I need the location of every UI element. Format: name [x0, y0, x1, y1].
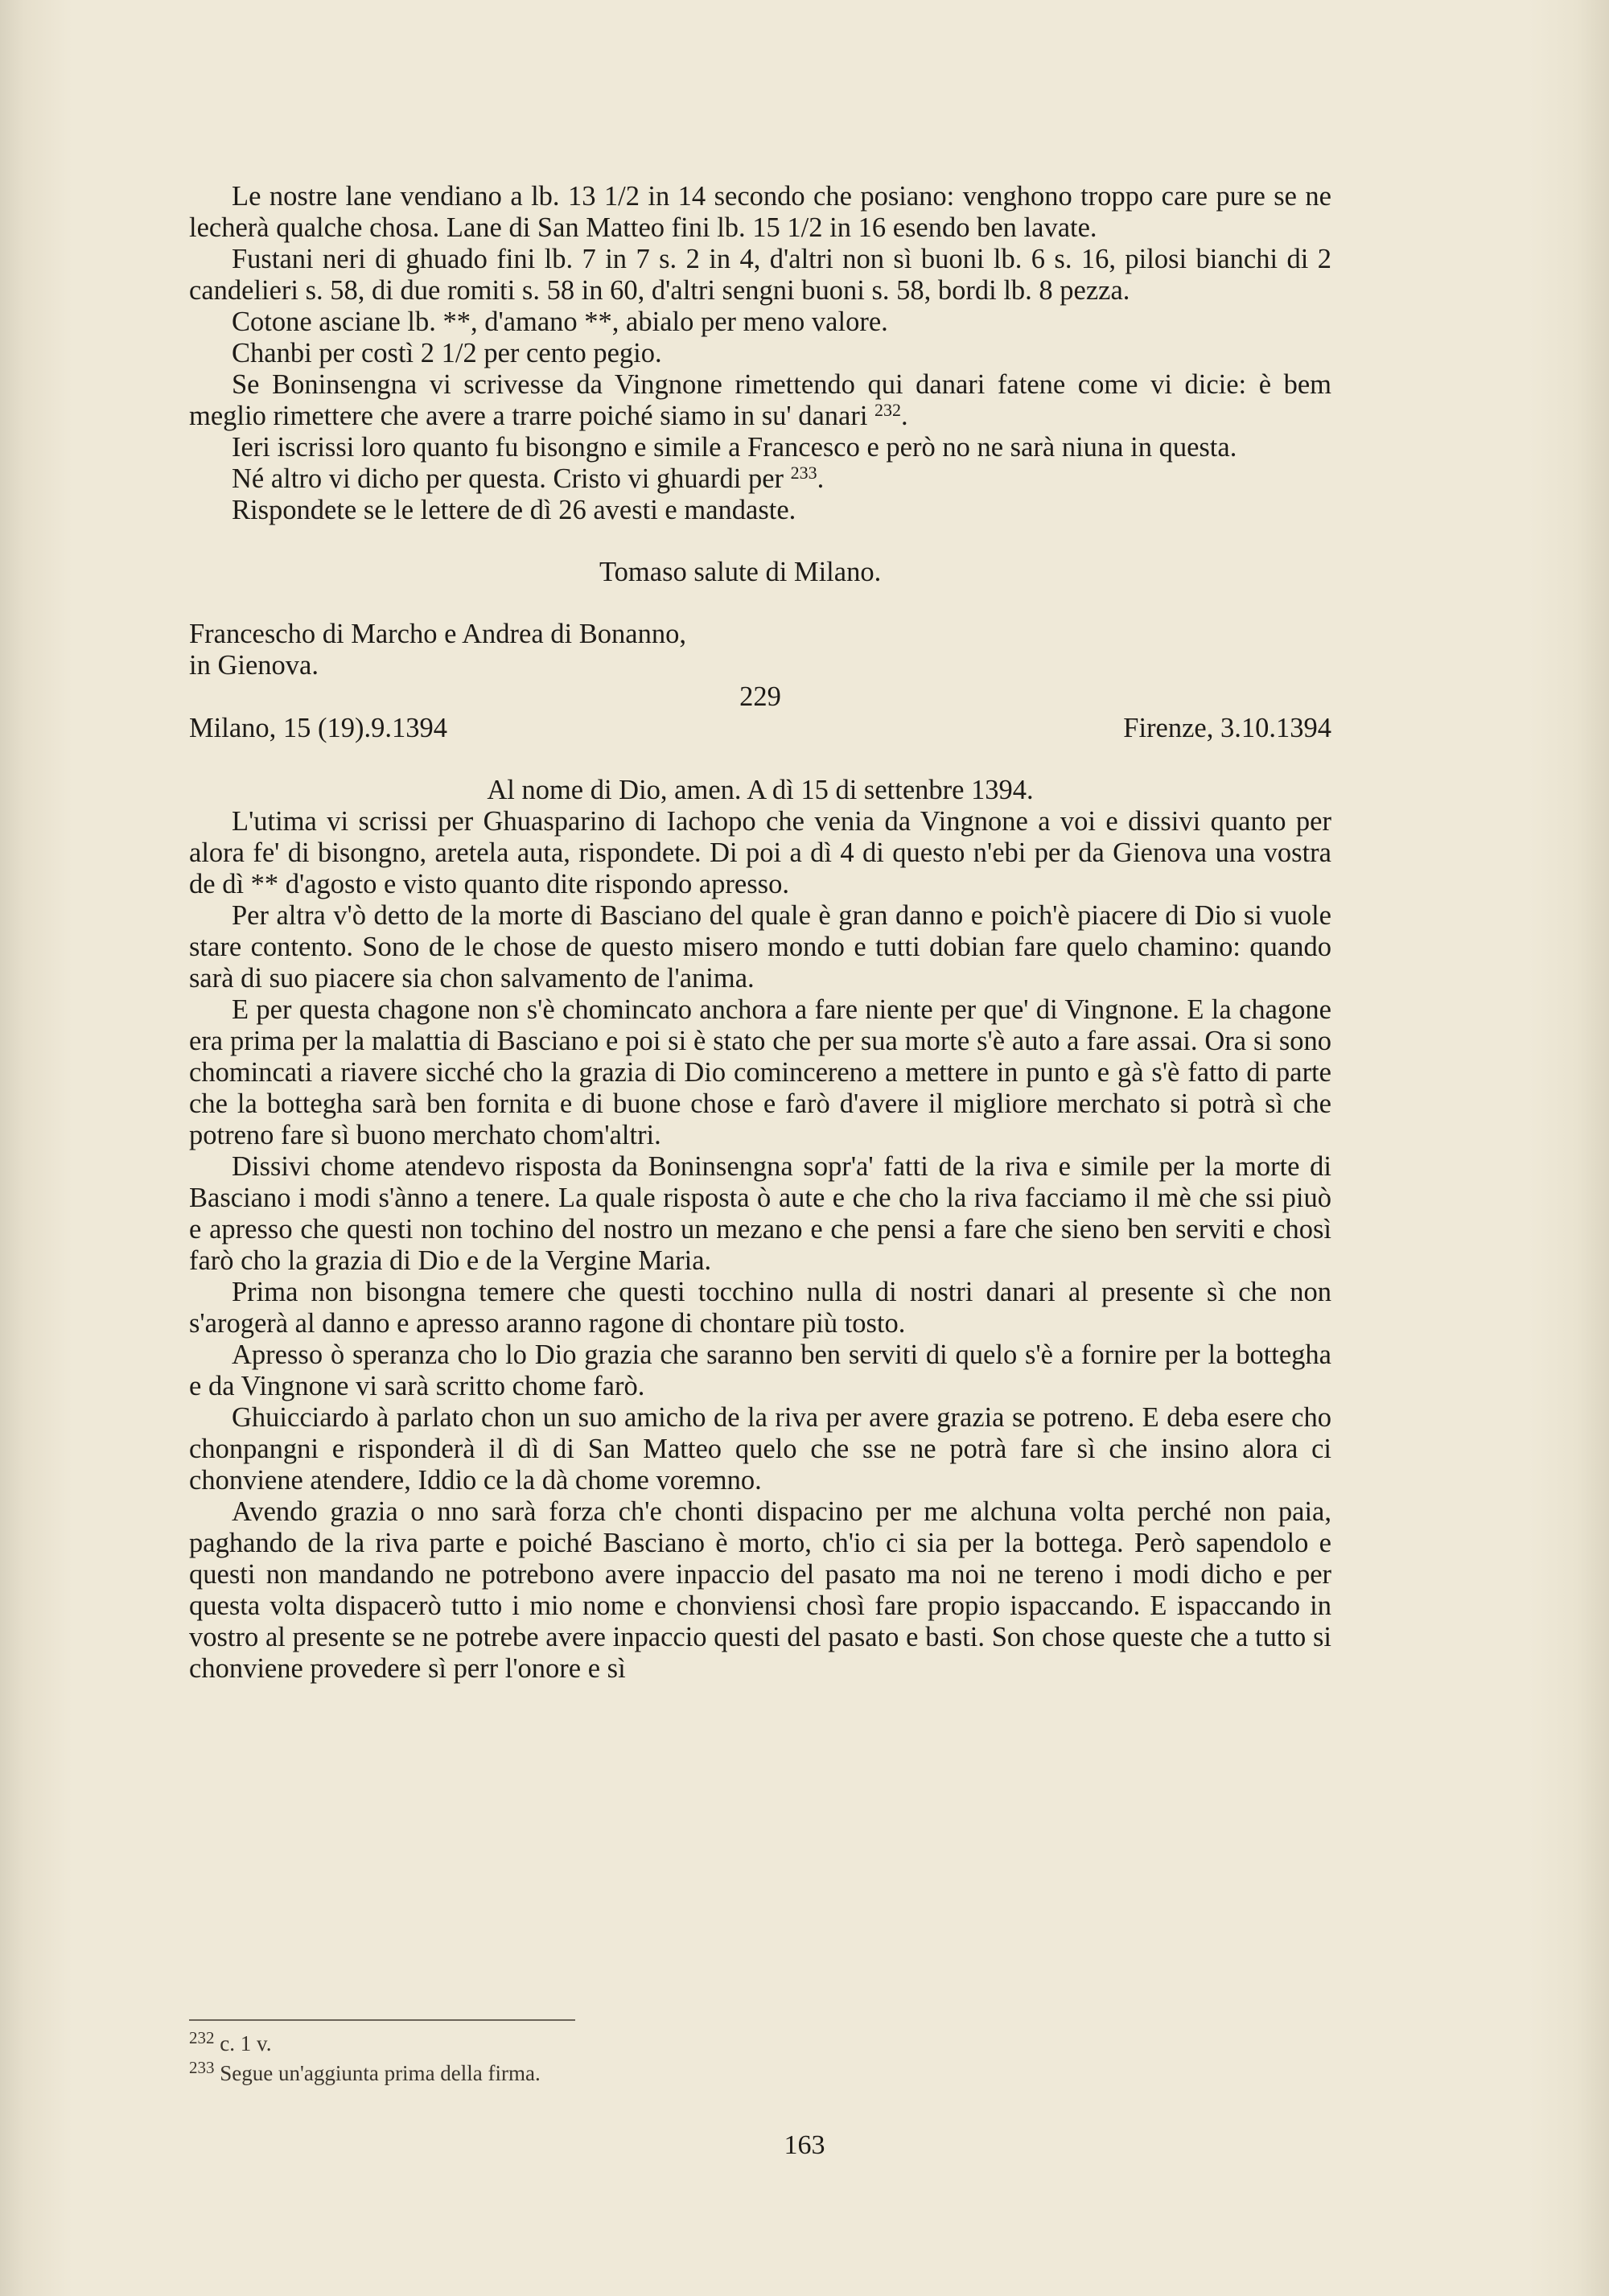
footnote-text: Segue un'aggiunta prima della firma.	[220, 2061, 541, 2085]
paragraph: Prima non bisongna temere che questi tocchino nulla di nostri danari al presente sì che non s'arogerà al danno e apresso aranno ragone di chontare più tosto.	[189, 1277, 1331, 1339]
paragraph-text: Né altro vi dicho per questa. Cristo vi ghuardi per	[232, 463, 784, 494]
letter-destination: Firenze, 3.10.1394	[1123, 713, 1331, 743]
footnote-text: c. 1 v.	[220, 2031, 272, 2055]
footnote-number: 232	[189, 2028, 215, 2047]
paragraph: Le nostre lane vendiano a lb. 13 1/2 in 14 secondo che posiano: venghono troppo care pure se ne lecherà qualche chosa. Lane di San Matteo fini lb. 15 1/2 in 16 esendo ben lavate.	[189, 181, 1331, 243]
paragraph-text: Se Boninsengna vi scrivesse da Vingnone rimettendo qui danari fatene come vi dicie: è bem meglio rimettere che avere a trarre poiché siamo in su' danari	[189, 369, 1331, 431]
paragraph: Avendo grazia o nno sarà forza ch'e chonti dispacino per me alchuna volta perché non paia, paghando de la riva parte e poiché Basciano è morto, ch'io ci sia per la bottega. Però sapendolo e questi non mandando ne potrebono avere inpaccio del pasato ma noi ne tereno i modi dicho e per questa volta dispacerò tutto i mio nome e chonviensi chosì fare propio ispaccando. E ispaccando in vostro al presente se ne potrebe avere inpaccio questi del pasato e basti. Son chose queste che a tutto si chonviene provedere sì perr l'onore e sì	[189, 1496, 1331, 1684]
paragraph: Fustani neri di ghuado fini lb. 7 in 7 s. 2 in 4, d'altri non sì buoni lb. 6 s. 16, pilosi bianchi di 2 candelieri s. 58, di due romiti s. 58 in 60, d'altri sengni buoni s. 58, bordi lb. 8 pezza.	[189, 244, 1331, 306]
paragraph: Se Boninsengna vi scrivesse da Vingnone rimettendo qui danari fatene come vi dicie: è bem meglio rimettere che avere a trarre poiché siamo in su' danari $^{232}$.	[189, 369, 1331, 431]
paragraph: L'utima vi scrissi per Ghuasparino di Iachopo che venia da Vingnone a voi e dissivi quanto per alora fe' di bisongno, aretela auta, rispondete. Di poi a dì 4 di questo n'ebi per da Gienova una vostra de dì ** d'agosto e visto quanto dite rispondo apresso.	[189, 806, 1331, 899]
footnote-number: 233	[189, 2058, 215, 2077]
paragraph: Ieri iscrissi loro quanto fu bisongno e simile a Francesco e però no ne sarà niuna in questa.	[232, 432, 1237, 463]
footnotes	[189, 2029, 913, 2088]
paragraph: Ghuicciardo à parlato chon un suo amicho de la riva per avere grazia se potreno. E deba esere cho chonpangni e risponderà il dì di San Matteo quelo che sse ne potrà fare sì che insino alora ci chonviene atendere, Iddio ce la dà chome voremno.	[189, 1402, 1331, 1496]
address-line: Francescho di Marcho e Andrea di Bonanno,	[189, 619, 686, 649]
footnote-divider	[189, 2019, 575, 2021]
paragraph: Chanbi per costì 2 1/2 per cento pegio.	[232, 338, 662, 368]
paragraph: Né altro vi dicho per questa. Cristo vi ghuardi per $^{233}$.	[232, 463, 825, 494]
letter-opening: Al nome di Dio, amen. A dì 15 di settenbre 1394.	[487, 775, 1034, 805]
letter-origin: Milano, 15 (19).9.1394	[189, 713, 448, 743]
address-line: in Gienova.	[189, 650, 319, 681]
paragraph: Dissivi chome atendevo risposta da Boninsengna sopr'a' fatti de la riva e simile per la morte di Basciano i modi s'ànno a tenere. La quale risposta ò aute e che cho la riva facciamo il mè che ssi piuò e apresso che questi non tochino del nostro un mezano e che pensi a fare che sieno ben serviti e chosì farò cho la grazia di Dio e de la Vergine Maria.	[189, 1151, 1331, 1276]
page-number: 163	[784, 2130, 825, 2160]
paragraph: Apresso ò speranza cho lo Dio grazia che saranno ben serviti di quelo s'è a fornire per la bottegha e da Vingnone vi sarà scritto chome farò.	[189, 1339, 1331, 1401]
footnote	[189, 2059, 913, 2088]
paragraph: Rispondete se le lettere de dì 26 avesti e mandaste.	[232, 495, 796, 525]
footnote-ref: 233	[790, 463, 817, 483]
footnote	[189, 2029, 913, 2059]
letter-number: 229	[739, 681, 781, 712]
paragraph: E per questa chagone non s'è chomincato anchora a fare niente per que' di Vingnone. E la chagone era prima per la malattia di Basciano e poi si è stato che per sua morte s'è auto a fare assai. Ora si sono chomincati a riavere sicché cho la grazia di Dio comincereno a mettere in punto e gà s'è fatto di parte che la bottegha sarà ben fornita e di buone chose e farò d'avere il migliore merchato si potrà sì che potreno fare sì buono merchato chom'altri.	[189, 994, 1331, 1150]
main-text	[189, 181, 1331, 1685]
signature-salute: Tomaso salute di Milano.	[599, 557, 882, 587]
footnote-ref: 232	[874, 400, 902, 420]
paragraph: Per altra v'ò detto de la morte di Basciano del quale è gran danno e poich'è piacere di Dio si vuole stare contento. Sono de le chose de questo misero mondo e tutti dobian fare quelo chamino: quando sarà di suo piacere sia chon salvamento de l'anima.	[189, 900, 1331, 994]
letter-header	[189, 713, 1331, 744]
paragraph: Cotone asciane lb. **, d'amano **, abialo per meno valore.	[232, 307, 888, 337]
